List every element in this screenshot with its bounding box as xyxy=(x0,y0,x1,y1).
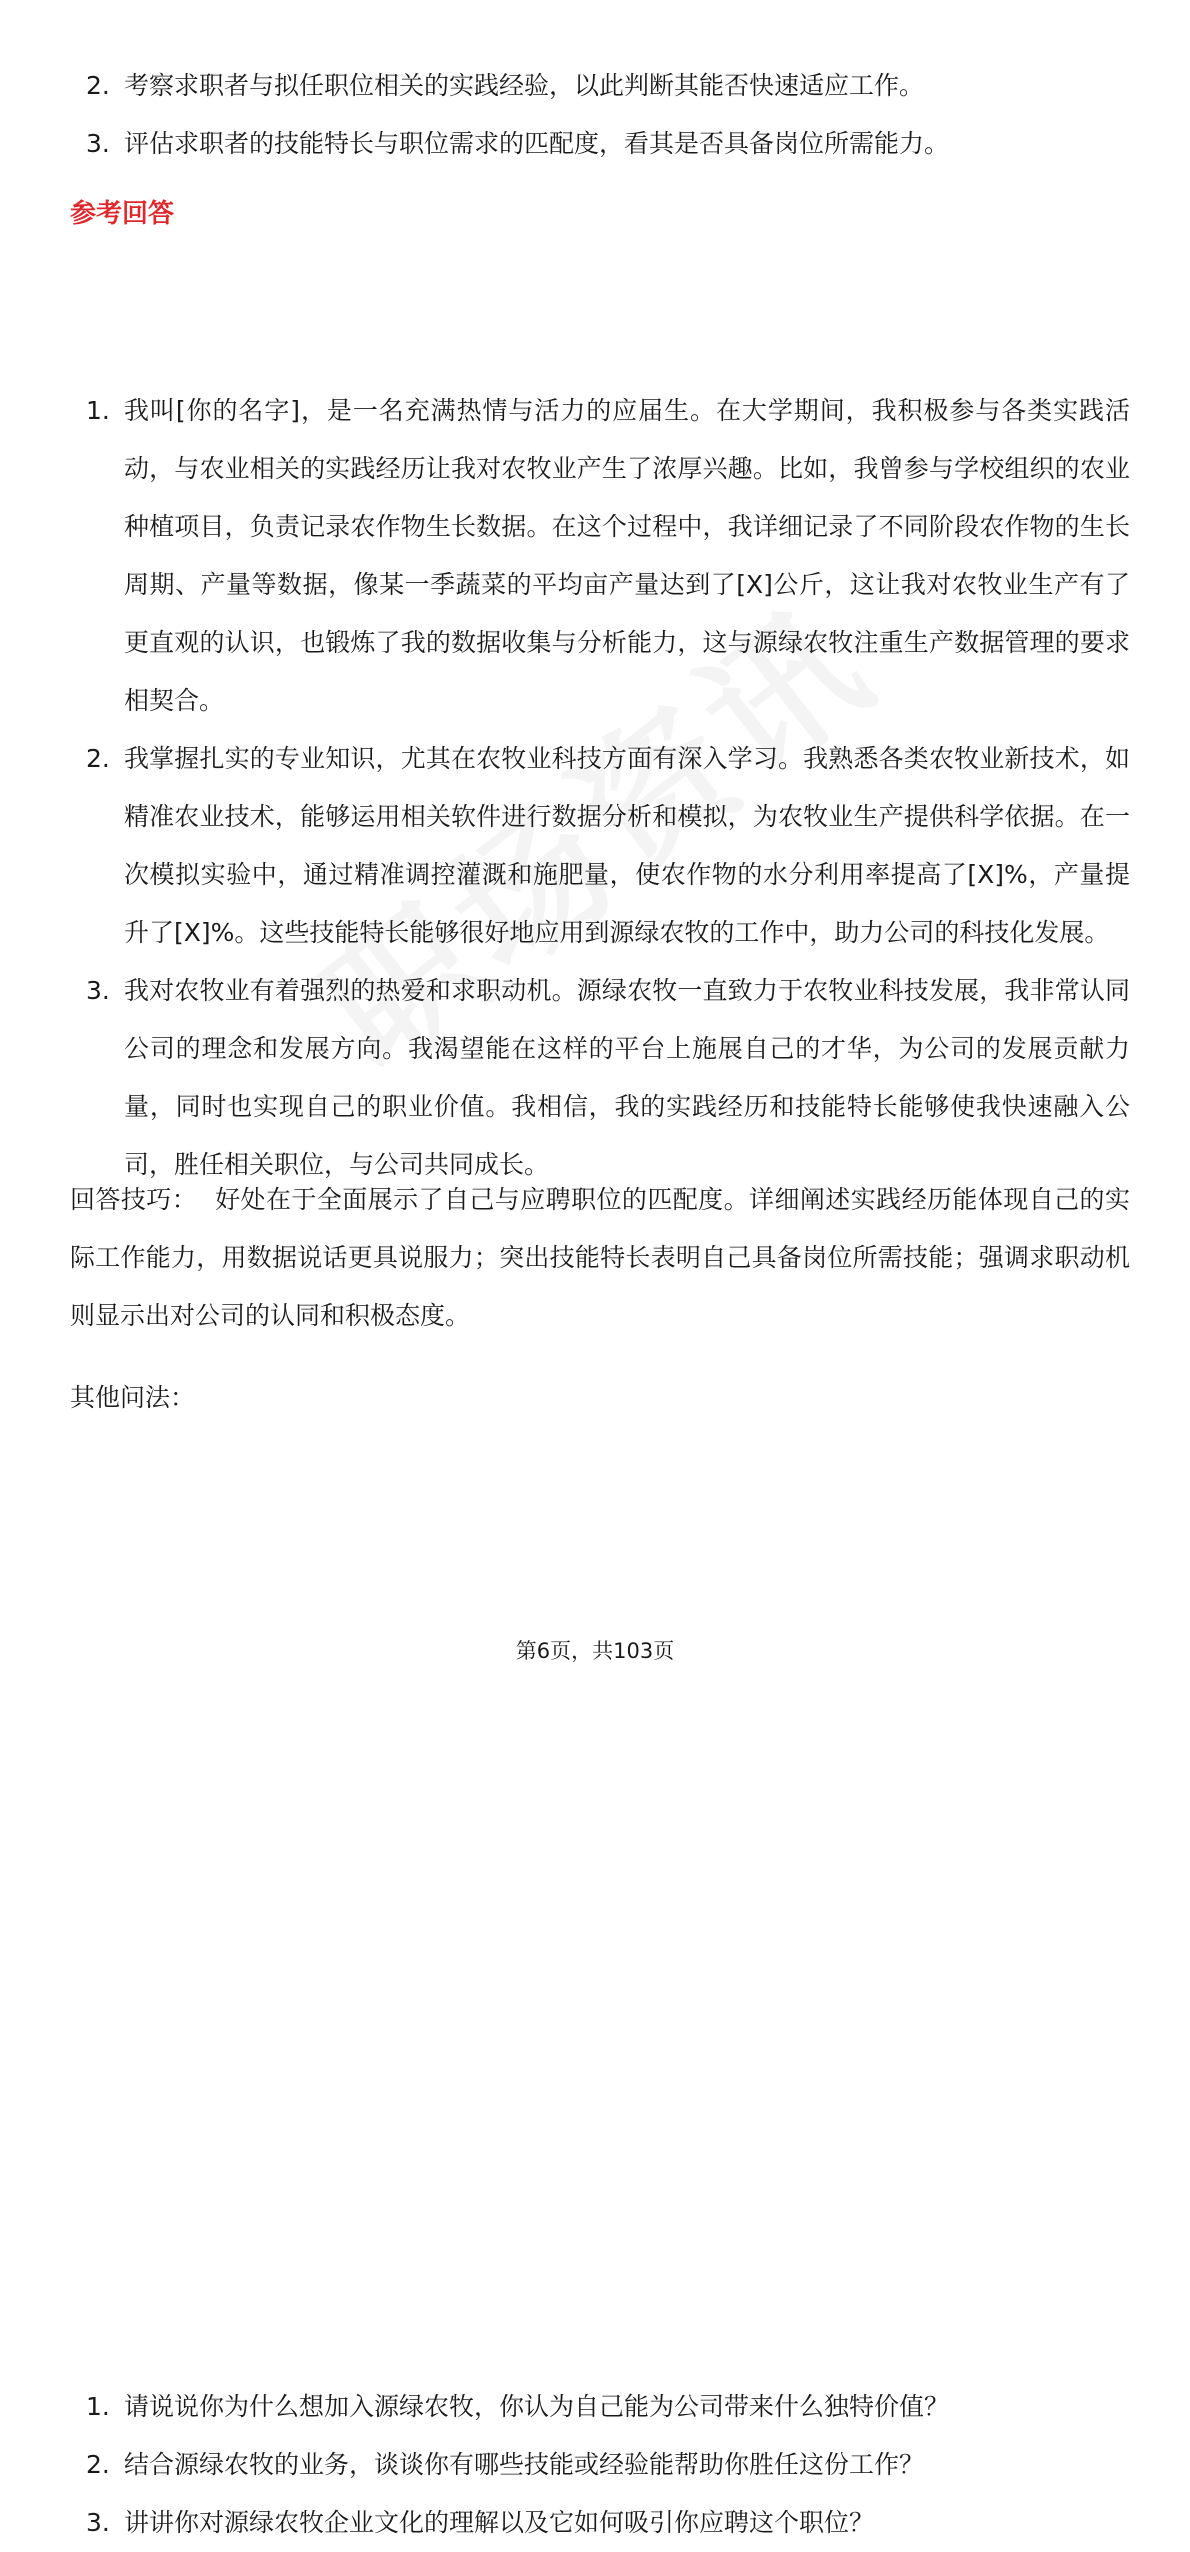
list-item-number: 3. xyxy=(86,2508,110,2537)
list-item xyxy=(70,2378,1130,2436)
tips-text: 好处在于全面展示了自己与应聘职位的匹配度。详细阐述实践经历能体现自己的实际工作能力，用数据说话更具说服力；突出技能特长表明自己具备岗位所需技能；强调求职动机则显示出对公司的认同和积极态度。 xyxy=(70,1185,1130,1330)
list-item-number: 3. xyxy=(86,129,110,158)
answer-tips xyxy=(70,1171,1130,1345)
list-item-text: 结合源绿农牧的业务，谈谈你有哪些技能或经验能帮助你胜任这份工作？ xyxy=(124,2450,925,2479)
list-item-number: 2. xyxy=(86,744,110,773)
list-item-text: 考察求职者与拟任职位相关的实践经验，以此判断其能否快速适应工作。 xyxy=(124,71,925,100)
list-item-text: 我对农牧业有着强烈的热爱和求职动机。源绿农牧一直致力于农牧业科技发展，我非常认同公司的理念和发展方向。我渴望能在这样的平台上施展自己的才华，为公司的发展贡献力量，同时也实现自己的职业价值。我相信，我的实践经历和技能特长能够使我快速融入公司，胜任相关职位，与公司共同成长。 xyxy=(124,976,1130,1179)
criteria-list xyxy=(70,57,1130,173)
list-item-number: 3. xyxy=(86,976,110,1005)
list-item xyxy=(70,962,1130,1194)
page-footer: 第6页，共103页 xyxy=(515,1639,675,1663)
list-item-number: 2. xyxy=(86,2450,110,2479)
list-item-number: 1. xyxy=(86,396,110,425)
list-item-number: 2. xyxy=(86,71,110,100)
list-item xyxy=(70,2436,1130,2494)
list-item-text: 我叫[你的名字]，是一名充满热情与活力的应届生。在大学期间，我积极参与各类实践活动，与农业相关的实践经历让我对农牧业产生了浓厚兴趣。比如，我曾参与学校组织的农业种植项目，负责记录农作物生长数据。在这个过程中，我详细记录了不同阶段农作物的生长周期、产量等数据，像某一季蔬菜的平均亩产量达到了[X]公斤，这让我对农牧业生产有了更直观的认识，也锻炼了我的数据收集与分析能力，这与源绿农牧注重生产数据管理的要求相契合。 xyxy=(124,396,1130,715)
list-item-text: 讲讲你对源绿农牧企业文化的理解以及它如何吸引你应聘这个职位？ xyxy=(124,2508,875,2537)
list-item-text: 评估求职者的技能特长与职位需求的匹配度，看其是否具备岗位所需能力。 xyxy=(124,129,950,158)
list-item xyxy=(70,382,1130,730)
list-item-number: 1. xyxy=(86,2392,110,2421)
other-questions-list xyxy=(70,2378,1130,2552)
reference-answer-heading: 参考回答 xyxy=(70,199,175,229)
list-item xyxy=(70,57,1130,115)
list-item xyxy=(70,2494,1130,2552)
other-questions-heading: 其他问法： xyxy=(70,1383,196,1412)
answer-list xyxy=(70,382,1130,1194)
list-item xyxy=(70,115,1130,173)
list-item xyxy=(70,730,1130,962)
list-item-text: 我掌握扎实的专业知识，尤其在农牧业科技方面有深入学习。我熟悉各类农牧业新技术，如精准农业技术，能够运用相关软件进行数据分析和模拟，为农牧业生产提供科学依据。在一次模拟实验中，通过精准调控灌溉和施肥量，使农作物的水分利用率提高了[X]%，产量提升了[X]%。这些技能特长能够很好地应用到源绿农牧的工作中，助力公司的科技化发展。 xyxy=(124,744,1130,947)
list-item-text: 请说说你为什么想加入源绿农牧，你认为自己能为公司带来什么独特价值？ xyxy=(124,2392,950,2421)
tips-label: 回答技巧： xyxy=(70,1185,198,1214)
